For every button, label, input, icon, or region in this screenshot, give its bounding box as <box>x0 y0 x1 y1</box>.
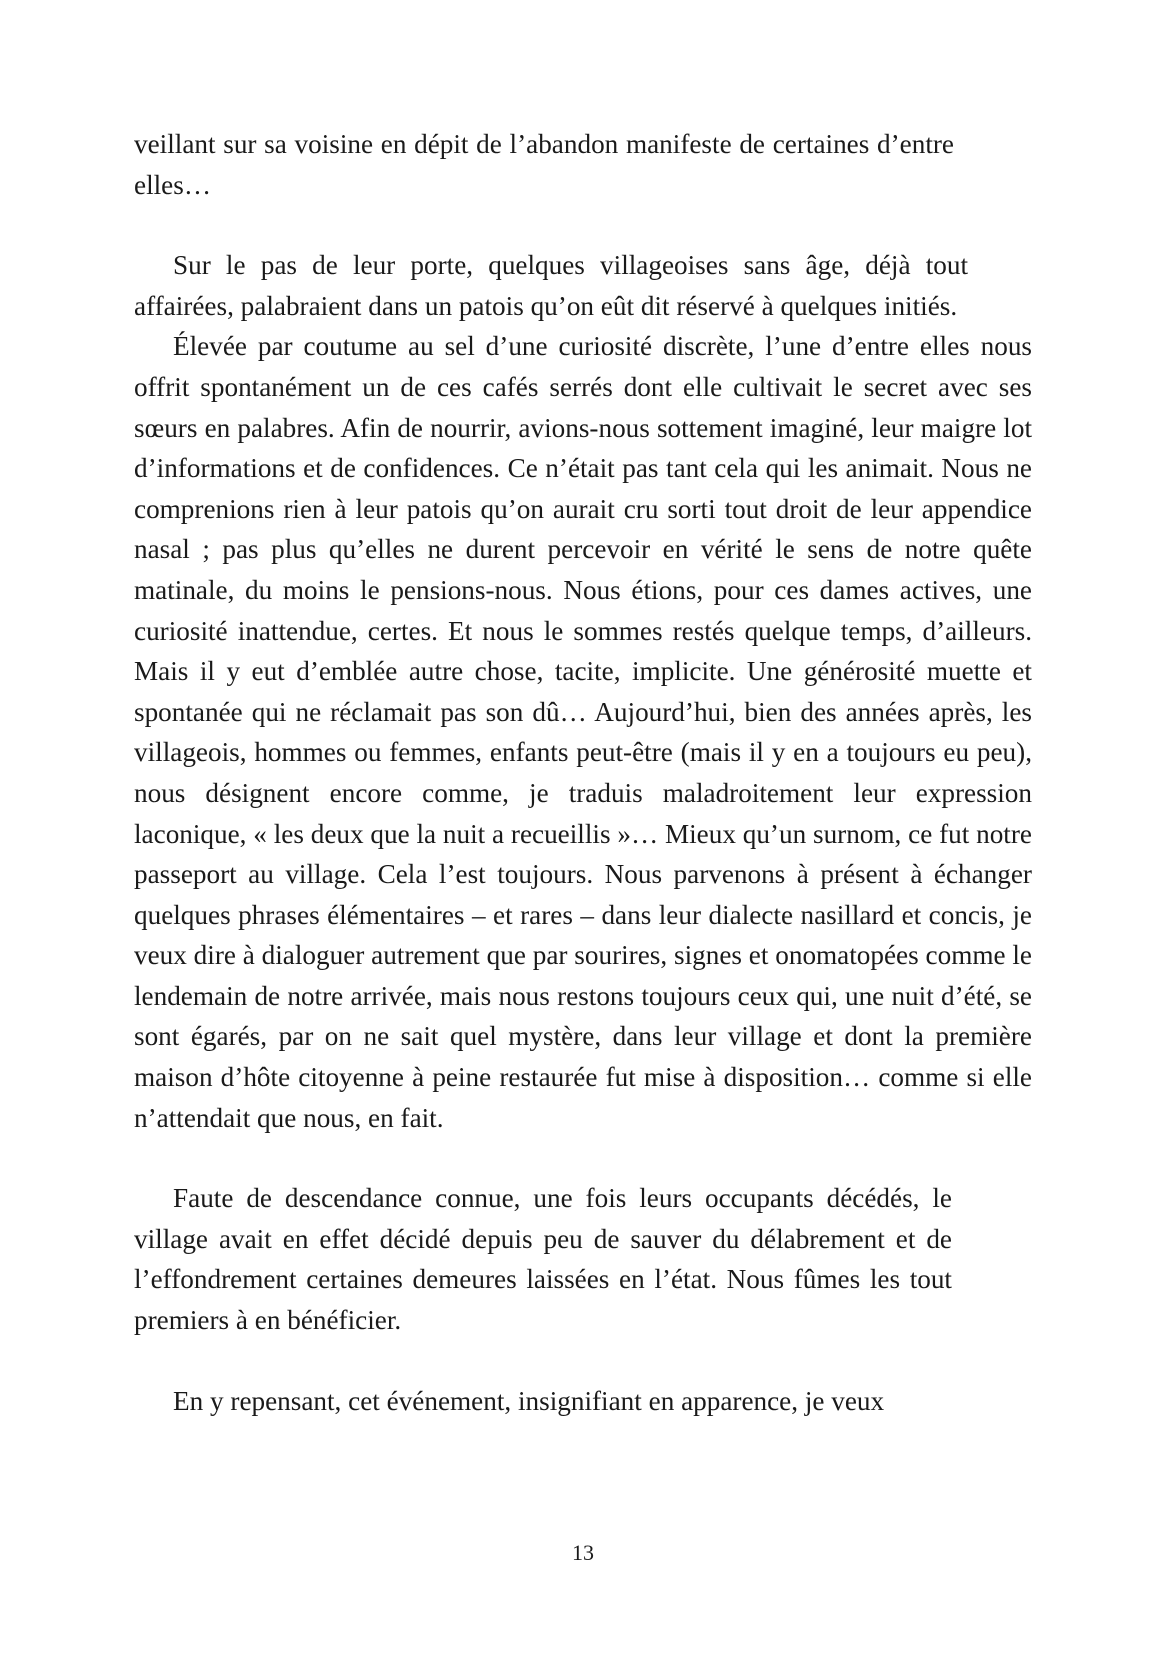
paragraph-repensant: En y repensant, cet événement, insignifiant en apparence, je veux <box>173 1385 885 1416</box>
page-number: 13 <box>572 1540 594 1565</box>
paragraph-villageoises: Sur le pas de leur porte, quelques villageoises sans âge, déjà tout affairées, palabraient dans un patois qu’on eût dit réservé à quelques initiés. <box>134 250 968 321</box>
paragraph-curiosite: Élevée par coutume au sel d’une curiosité discrète, l’une d’entre elles nous offrit spontanément un de ces cafés serrés dont elle cultivait le secret avec ses sœurs en palabres. Afin de nourrir, avions-nous sottement imaginé, leur maigre lot d’informations et de confidences. Ce n’était pas tant cela qui les animait. Nous ne comprenions rien à leur patois qu’on aurait cru sorti tout droit de leur appendice nasal ; pas plus qu’elles ne durent percevoir en vérité le sens de notre quête matinale, du moins le pensions-nous. Nous étions, pour ces dames actives, une curiosité inattendue, certes. Et nous le sommes restés quelque temps, d’ailleurs. Mais il y eut d’emblée autre chose, tacite, implicite. Une générosité muette et spontanée qui ne réclamait pas son dû… Aujourd’hui, bien des années après, les villageois, hommes ou femmes, enfants peut-être (mais il y en a toujours eu peu), nous désignent encore comme, je traduis maladroitement leur expression laconique, « les deux que la nuit a recueillis »… Mieux qu’un surnom, ce fut notre passeport au village. Cela l’est toujours. Nous parvenons à présent à échanger quelques phrases élémentaires – et rares – dans leur dialecte nasillard et concis, je veux dire à dialoguer autrement que par sourires, signes et onomatopées comme le lendemain de notre arrivée, mais nous restons toujours ceux qui, une nuit d’été, se sont égarés, par on ne sait quel mystère, dans leur village et dont la première maison d’hôte citoyenne à peine restaurée fut mise à disposition… comme si elle n’attendait que nous, en fait. <box>134 331 1032 1133</box>
paragraph-descendance: Faute de descendance connue, une fois leurs occupants décédés, le village avait en effet décidé depuis peu de sauver du délabrement et de l’effondrement certaines demeures laissées en l’état. Nous fûmes les tout premiers à en bénéficier. <box>134 1183 952 1336</box>
body-text <box>134 124 1032 1421</box>
paragraph-continuation: veillant sur sa voisine en dépit de l’abandon manifeste de certaines d’entre elles… <box>134 129 954 200</box>
